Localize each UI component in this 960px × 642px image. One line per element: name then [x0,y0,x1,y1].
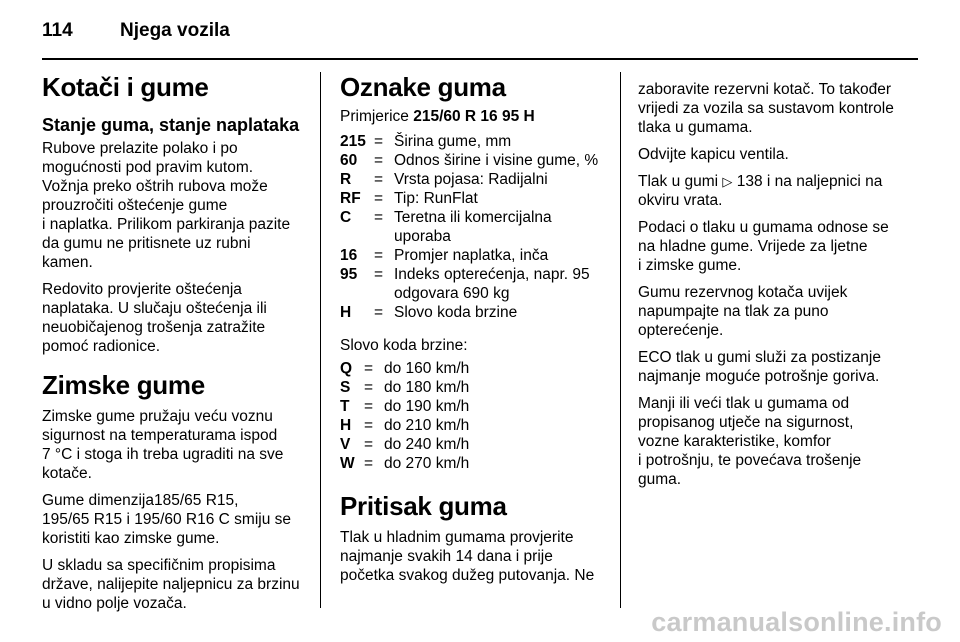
page-number: 114 [42,20,73,41]
paragraph-valve-cap: Odvijte kapicu ventila. [638,146,789,163]
subsection-title-tyre-condition: Stanje guma, stanje naplataka [42,115,300,136]
definition-row: 16 = Promjer naplatka, inča [340,247,549,265]
paragraph-speed-sticker: U skladu sa specifičnim propisima države, nalijepite naljepnicu za brzinu u vidno polje vozača. [42,556,300,612]
column-3 [638,80,908,497]
section-title-winter-tyres: Zimske gume [42,369,205,400]
speed-code-intro: Slovo koda brzine: [340,337,468,355]
speed-row: S = do 180 km/h [340,379,470,397]
column-2 [340,72,604,593]
speed-row: W = do 270 km/h [340,455,470,473]
definition-row: R = Vrsta pojasa: Radijalni [340,171,548,189]
paragraph-spare-pressure: Gumu rezervnog kotača uvijek napumpajte na tlak za puno opterećenje. [638,284,848,339]
page-header [42,14,918,50]
column-1 [42,72,304,621]
paragraph-cold-tyres: Podaci o tlaku u gumama odnose se na hladne gume. Vrijede za ljetne i zimske gume. [638,219,889,274]
paragraph-kerbs: Rubove prelazite polako i po mogućnosti pod pravim kutom. Vožnja preko oštrih rubova može prouzročiti oštećenje gume i naplatka. Prilikom parkiranja pazite da gumu ne pritisnete uz rubni kamen. [42,139,291,271]
paragraph-incorrect-pressure: Manji ili veći tlak u gumama od propisanog utječe na sigurnost, vozne karakteristike, komfor i potrošnju, te povećava trošenje guma. [638,395,862,488]
paragraph-eco-pressure: ECO tlak u gumi služi za postizanje najmanje moguće potrošnje goriva. [638,349,881,385]
paragraph-pressure-reference: Tlak u gumi ▷ 138 i na naljepnici na okviru vrata. [638,173,883,209]
paragraph-check-pressure: Tlak u hladnim gumama provjerite najmanje svakih 14 dana i prije početka svakog dužeg putovanja. Ne [340,529,595,585]
tyre-example: Primjerice 215/60 R 16 95 H [340,108,535,126]
tyre-example-code: 215/60 R 16 95 H [413,108,535,126]
watermark-logo: carmanualsonline.info [651,607,942,637]
section-title-tyre-pressure: Pritisak guma [340,491,507,522]
page-reference-arrow-icon: ▷ [722,174,733,189]
paragraph-spare-wheel: zaboravite rezervni kotač. To također vrijedi za vozila sa sustavom kontrole tlaka u gumama. [638,81,894,136]
tyre-code-definitions [340,132,604,322]
definition-row: H = Slovo koda brzine [340,304,518,322]
speed-row: V = do 240 km/h [340,436,470,454]
header-divider [42,58,918,60]
paragraph-inspect-rims: Redovito provjerite oštećenja naplataka. U slučaju oštećenja ili neuobičajenog trošenja zatražite pomoć radionice. [42,280,267,355]
chapter-title: Njega vozila [120,20,230,41]
speed-row: Q = do 160 km/h [340,360,470,378]
definition-row: RF = Tip: RunFlat [340,190,478,208]
speed-row: H = do 210 km/h [340,417,470,435]
definition-row: C = Teretna ili komercijalna uporaba [340,209,552,246]
paragraph-winter-sizes: Gume dimenzija185/65 R15, 195/65 R15 i 195/60 R16 C smiju se koristiti kao zimske gume. [42,491,292,547]
column-divider-1 [320,72,321,608]
definition-row: 95 = Indeks opterećenja, napr. 95 odgovara 690 kg [340,266,590,303]
column-divider-2 [620,72,621,608]
definition-row: 215 = Širina gume, mm [340,133,512,151]
section-title-tyre-designations: Oznake guma [340,72,506,102]
definition-row: 60 = Odnos širine i visine gume, % [340,152,599,170]
paragraph-winter-safety: Zimske gume pružaju veću voznu sigurnost na temperaturama ispod 7 °C i stoga ih treba ugraditi na sve kotače. [42,407,284,482]
section-title-wheels-tyres: Kotači i gume [42,72,209,102]
speed-code-list [340,359,604,473]
speed-row: T = do 190 km/h [340,398,470,416]
